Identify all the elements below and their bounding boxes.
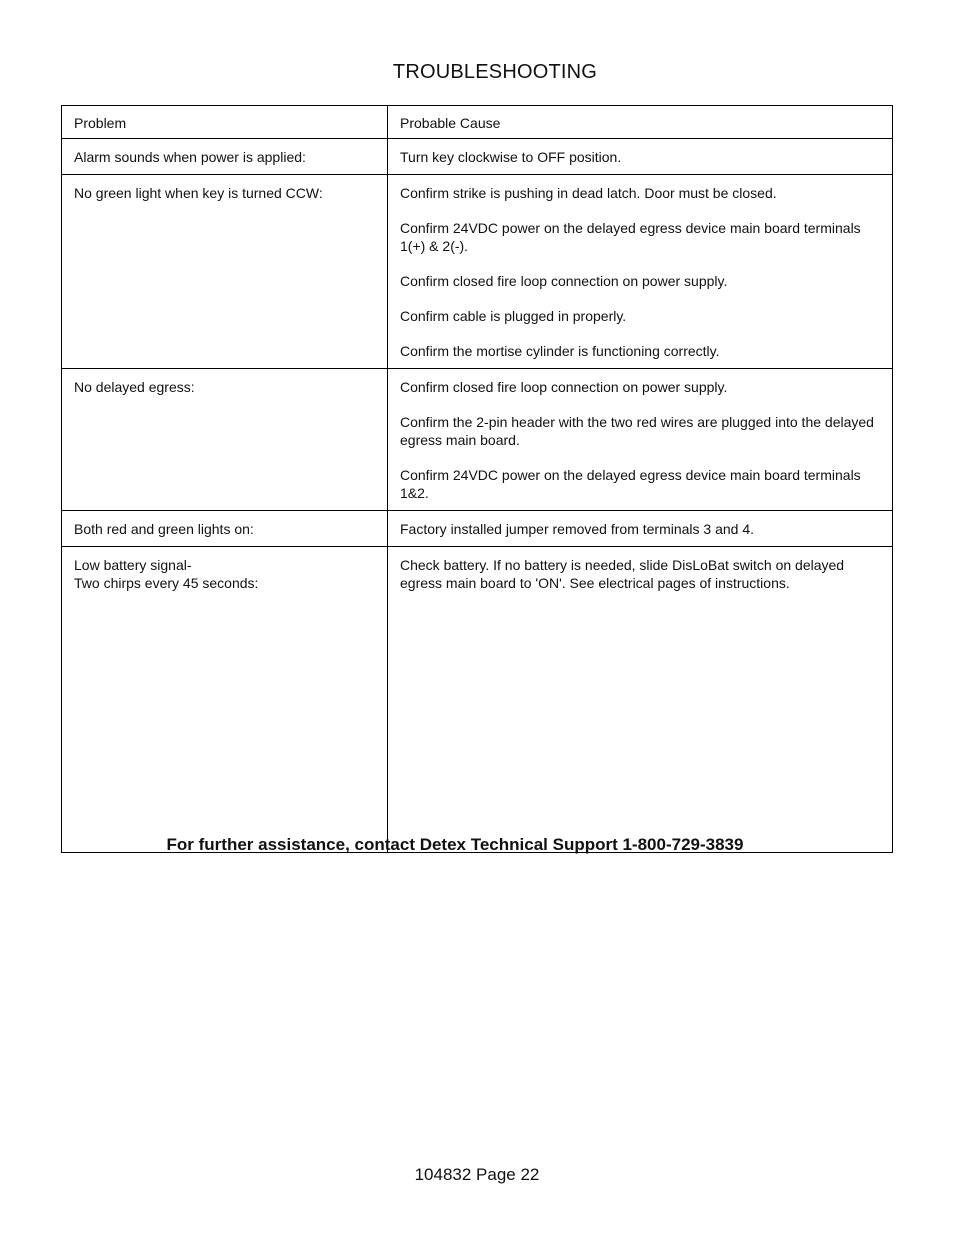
table-header-row — [62, 106, 893, 139]
cause-text: Confirm closed fire loop connection on power supply. — [400, 273, 728, 289]
cause-text: Confirm 24VDC power on the delayed egress device main board terminals 1(+) & 2(-). — [400, 220, 861, 254]
cause-text: Confirm cable is plugged in properly. — [400, 308, 627, 324]
problem-text: No green light when key is turned CCW: — [74, 185, 323, 201]
problem-cell — [62, 547, 388, 853]
problem-cell — [62, 139, 388, 175]
problem-text: Alarm sounds when power is applied: — [74, 149, 306, 165]
header-cause-label: Probable Cause — [400, 115, 501, 131]
troubleshooting-table — [61, 105, 893, 853]
table-row — [62, 547, 893, 853]
problem-cell — [62, 369, 388, 511]
support-contact-note: For further assistance, contact Detex Technical Support 1-800-729-3839 — [166, 835, 744, 854]
cause-cell — [388, 369, 893, 511]
problem-text: Both red and green lights on: — [74, 521, 254, 537]
problem-text: No delayed egress: — [74, 379, 195, 395]
cause-cell — [388, 139, 893, 175]
cause-cell — [388, 511, 893, 547]
cause-text: Factory installed jumper removed from terminals 3 and 4. — [400, 521, 755, 537]
problem-cell — [62, 511, 388, 547]
problem-text: Two chirps every 45 seconds: — [74, 575, 259, 591]
table-row — [62, 511, 893, 547]
cause-text: Confirm 24VDC power on the delayed egress device main board terminals 1&2. — [400, 467, 861, 501]
cause-text: Confirm the mortise cylinder is functioning correctly. — [400, 343, 720, 359]
cause-cell — [388, 175, 893, 369]
cause-text: Turn key clockwise to OFF position. — [400, 149, 622, 165]
cause-text: Confirm the 2-pin header with the two red wires are plugged into the delayed egress main board. — [400, 414, 874, 448]
page-number: 104832 Page 22 — [414, 1165, 540, 1184]
cause-text: Check battery. If no battery is needed, slide DisLoBat switch on delayed egress main board to 'ON'. See electrical pages of instructions. — [400, 557, 845, 591]
cause-cell — [388, 547, 893, 853]
table-row — [62, 175, 893, 369]
table-row — [62, 369, 893, 511]
cause-text: Confirm closed fire loop connection on power supply. — [400, 379, 728, 395]
header-problem — [62, 106, 388, 139]
cause-text: Confirm strike is pushing in dead latch. Door must be closed. — [400, 185, 777, 201]
page-title: TROUBLESHOOTING — [392, 61, 598, 83]
problem-cell — [62, 175, 388, 369]
header-problem-label: Problem — [74, 115, 127, 131]
table-row — [62, 139, 893, 175]
problem-text: Low battery signal- — [74, 557, 192, 573]
header-cause — [388, 106, 893, 139]
